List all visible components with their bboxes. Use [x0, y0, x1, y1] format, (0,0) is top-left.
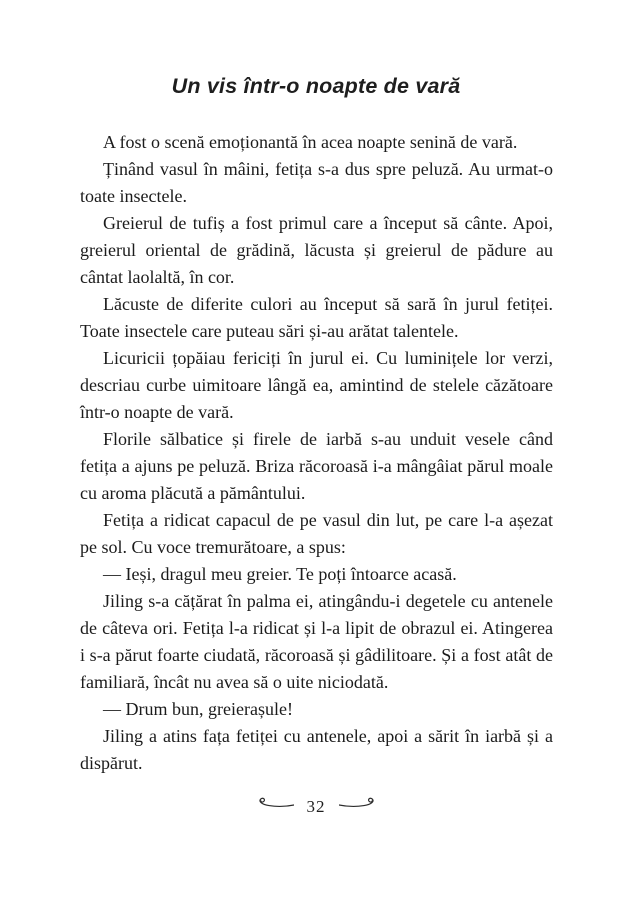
- flourish-swirl-right-icon: [339, 796, 379, 809]
- page-number: 32: [306, 797, 326, 816]
- paragraph: Florile sălbatice și firele de iarbă s-au unduit vesele când fetița a ajuns pe peluză. Briza răcoroasă i-a mângâiat părul moale cu aroma plăcută a pământului.: [80, 429, 553, 503]
- flourish-swirl-left-icon: [254, 796, 294, 809]
- chapter-title: Un vis într-o noapte de vară: [171, 74, 461, 98]
- paragraph: Lăcuste de diferite culori au început să sară în jurul fetiței. Toate insectele care puteau sări și-au arătat talentele.: [80, 294, 553, 341]
- paragraph: Licuricii țopăiau fericiți în jurul ei. Cu luminițele lor verzi, descriau curbe uimitoare lângă ea, amintind de stelele căzătoare într-o noapte de vară.: [80, 348, 553, 422]
- paragraph-dialogue: — Drum bun, greierașule!: [103, 699, 293, 719]
- paragraph-dialogue: — Ieși, dragul meu greier. Te poți întoarce acasă.: [103, 564, 457, 584]
- paragraph: Ținând vasul în mâini, fetița s-a dus spre peluză. Au urmat-o toate insectele.: [80, 159, 553, 206]
- text-block: [80, 129, 553, 777]
- paragraph: Jiling s-a cățărat în palma ei, atingându-i degetele cu antenele de câteva ori. Fetița l-a ridicat și l-a lipit de obrazul ei. Atingerea i s-a părut foarte ciudată, răcoroasă și gâdilitoare. Și a fost atât de familiară, încât nu avea să o uite niciodată.: [80, 591, 553, 692]
- page-footer: [0, 796, 632, 818]
- paragraph: Greierul de tufiș a fost primul care a început să cânte. Apoi, greierul oriental de grădină, lăcusta și greierul de pădure au cântat laolaltă, în cor.: [80, 213, 553, 287]
- paragraph: Fetița a ridicat capacul de pe vasul din lut, pe care l-a așezat pe sol. Cu voce tremurătoare, a spus:: [80, 510, 553, 557]
- paragraph: Jiling a atins fața fetiței cu antenele, apoi a sărit în iarbă și a dispărut.: [80, 726, 553, 773]
- paragraph: A fost o scenă emoționantă în acea noapte senină de vară.: [103, 132, 518, 152]
